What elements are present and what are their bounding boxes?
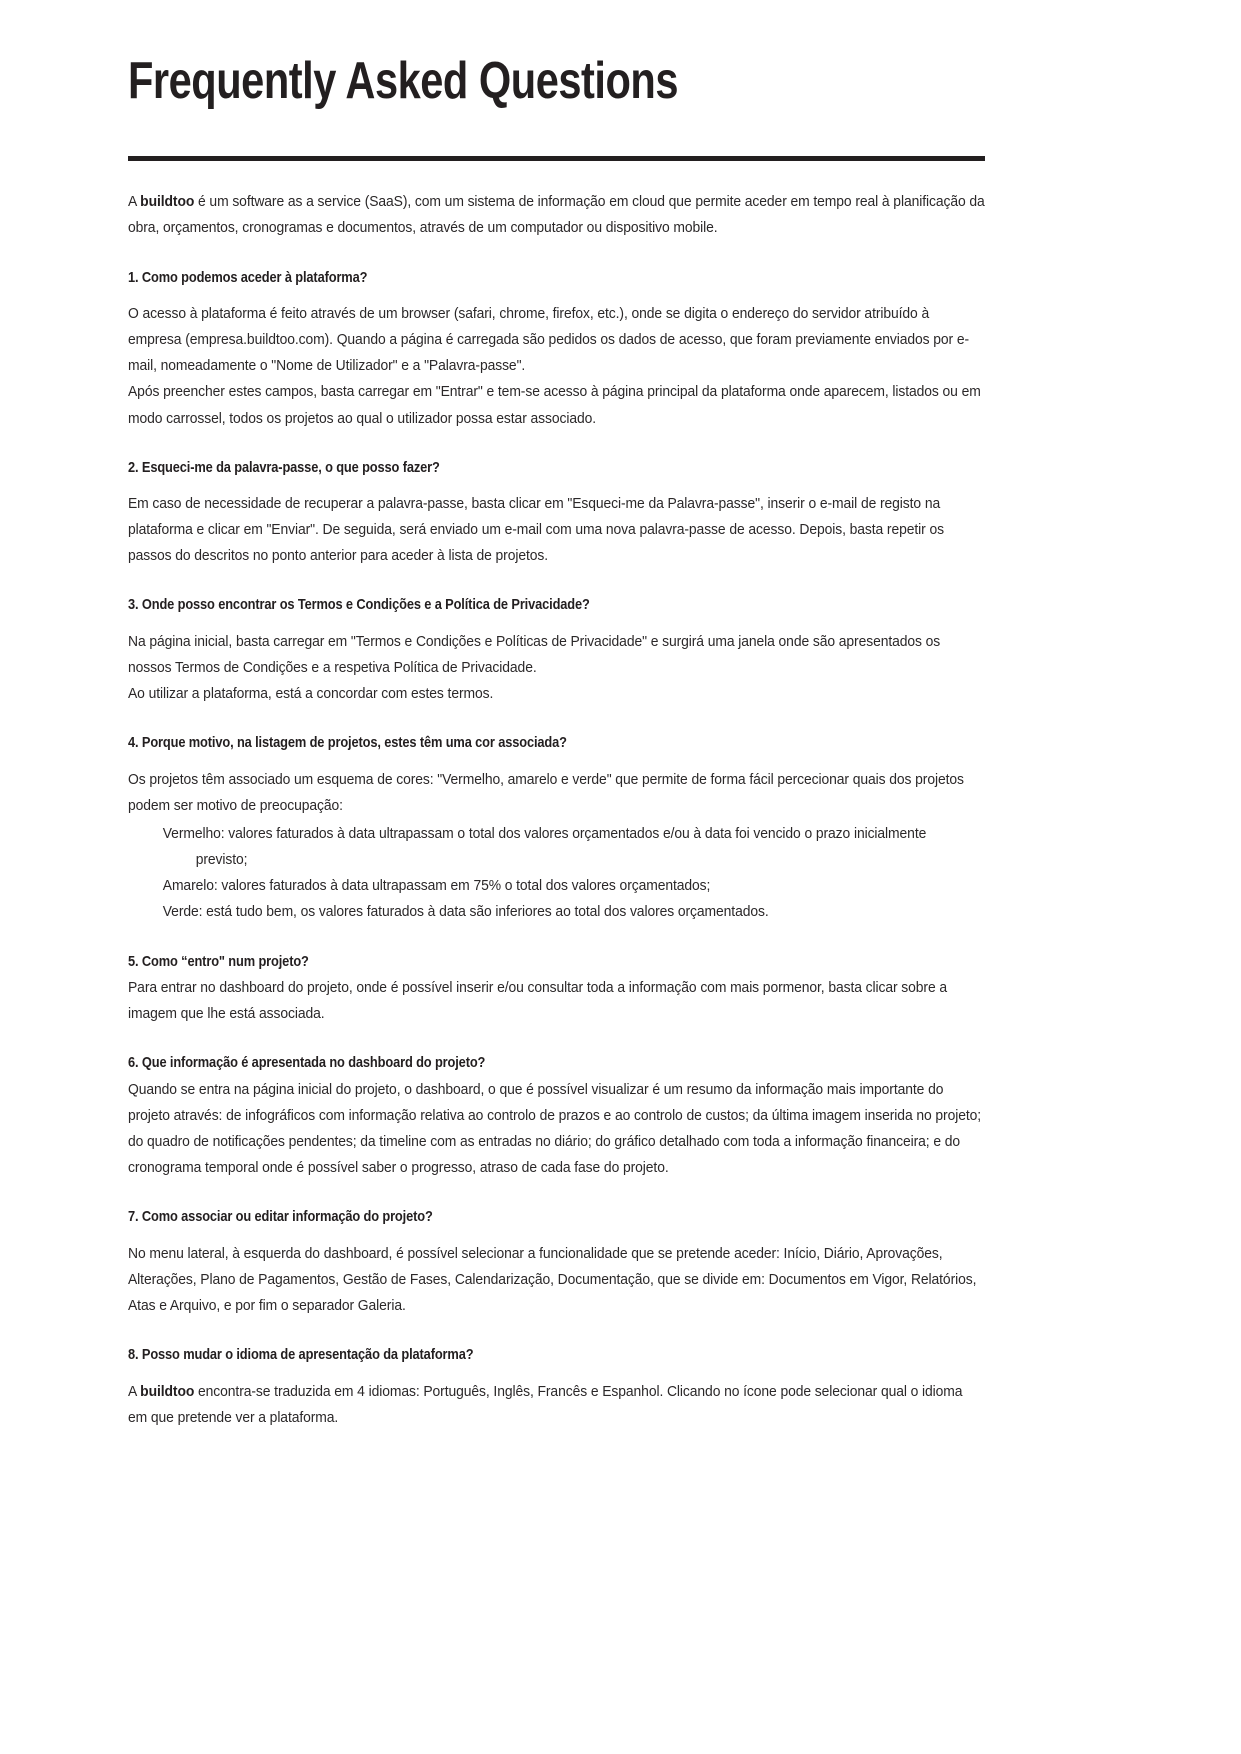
faq-heading-4: 4. Porque motivo, na listagem de projetos, estes têm uma cor associada? (128, 735, 567, 752)
color-desc-vermelho: valores faturados à data ultrapassam o total dos valores orçamentados e/ou à data foi vencido o prazo inicialmente (224, 825, 927, 843)
color-label-verde: Verde: (162, 903, 203, 921)
faq-paragraph-2-1: Em caso de necessidade de recuperar a palavra-passe, basta clicar em "Esqueci-me da Palavra-passe", inserir o e-mail de registo na plataforma e clicar em "Enviar". De seguida, será enviado um e-mail com uma nova palavra-passe de acesso. Depois, basta repetir os passos do descritos no ponto anterior para aceder à lista de projetos. (128, 495, 944, 565)
faq-heading-8: 8. Posso mudar o idioma de apresentação da plataforma? (128, 1347, 474, 1364)
intro-paragraph-block (128, 189, 985, 241)
document-content (128, 0, 985, 1431)
faq-heading-3: 3. Onde posso encontrar os Termos e Condições e a Política de Privacidade? (128, 597, 590, 614)
faq-item-8 (128, 1345, 985, 1431)
faq-item-6 (128, 1053, 985, 1181)
faq-item-1 (128, 268, 985, 432)
faq-heading-7: 7. Como associar ou editar informação do projeto? (128, 1209, 433, 1226)
faq-paragraph-5-1: Para entrar no dashboard do projeto, onde é possível inserir e/ou consultar toda a informação com mais pormenor, basta clicar sobre a imagem que lhe está associada. (128, 979, 947, 1023)
color-desc-verde: está tudo bem, os valores faturados à data são inferiores ao total dos valores orçamentados. (202, 903, 769, 921)
final-prefix: A (128, 1382, 141, 1400)
list-item (128, 899, 985, 925)
title-divider (128, 156, 985, 161)
faq-heading-6: 6. Que informação é apresentada no dashboard do projeto? (128, 1055, 486, 1072)
color-label-vermelho: Vermelho: (162, 825, 225, 843)
final-text: encontra-se traduzida em 4 idiomas: Português, Inglês, Francês e Espanhol. Clicando no ícone pode selecionar qual o idioma em que pretende ver a plataforma. (128, 1382, 963, 1426)
faq-paragraph-1-2: Após preencher estes campos, basta carregar em "Entrar" e tem-se acesso à página principal da plataforma onde aparecem, listados ou em modo carrossel, todos os projetos ao qual o utilizador possa estar associado. (128, 383, 981, 427)
faq-paragraph-7-1: No menu lateral, à esquerda do dashboard, é possível selecionar a funcionalidade que se pretende aceder: Início, Diário, Aprovações, Alterações, Plano de Pagamentos, Gestão de Fases, Calendarização, Documentação, que se divide em: Documentos em Vigor, Relatórios, Atas e Arquivo, e por fim o separador Galeria. (128, 1244, 977, 1314)
faq-heading-1: 1. Como podemos aceder à plataforma? (128, 269, 368, 286)
faq-item-5 (128, 952, 985, 1028)
brand-name: buildtoo (140, 193, 195, 211)
faq-heading-2: 2. Esqueci-me da palavra-passe, o que posso fazer? (128, 459, 440, 476)
faq-paragraph-3-2: Ao utilizar a plataforma, está a concordar com estes termos. (128, 685, 494, 703)
color-desc-vermelho-continuation: previsto; (195, 851, 248, 869)
faq-paragraph-1-1: O acesso à plataforma é feito através de um browser (safari, chrome, firefox, etc.), onde se digita o endereço do servidor atribuído à empresa (empresa.buildtoo.com). Quando a página é carregada são pedidos os dados de acesso, que foram previamente enviados por e-mail, nomeadamente o "Nome de Utilizador" e a "Palavra-passe". (128, 304, 970, 375)
intro-text: é um software as a service (SaaS), com um sistema de informação em cloud que permite aceder em tempo real à planificação da obra, orçamentos, cronogramas e documentos, através de um computador ou dispositivo mobile. (128, 193, 985, 237)
intro-prefix: A (128, 193, 141, 211)
page-title: Frequently Asked Questions (128, 52, 679, 110)
project-color-legend-list (128, 821, 985, 926)
color-label-amarelo: Amarelo: (162, 877, 218, 895)
color-desc-amarelo: valores faturados à data ultrapassam em 75% o total dos valores orçamentados; (217, 877, 711, 895)
faq-item-3 (128, 595, 985, 707)
faq-item-2 (128, 458, 985, 570)
faq-paragraph-6-1: Quando se entra na página inicial do projeto, o dashboard, o que é possível visualizar é um resumo da informação mais importante do projeto através: de infográficos com informação relativa ao controlo de prazos e ao controlo de custos; da última imagem inserida no projeto; do quadro de notificações pendentes; da timeline com as entradas no diário; do gráfico detalhado com toda a informação financeira; e do cronograma temporal onde é possível saber o progresso, atraso de cada fase do projeto. (128, 1080, 982, 1177)
list-item (128, 873, 985, 899)
list-item (128, 821, 985, 873)
intro-paragraph (128, 189, 985, 241)
faq-item-7 (128, 1207, 985, 1319)
faq-paragraph-8-1 (128, 1379, 985, 1431)
faq-paragraph-4-1: Os projetos têm associado um esquema de cores: "Vermelho, amarelo e verde" que permite de forma fácil percecionar quais dos projetos podem ser motivo de preocupação: (128, 770, 964, 814)
brand-name: buildtoo (140, 1382, 195, 1400)
faq-item-4 (128, 733, 985, 925)
faq-heading-5: 5. Como “entro" num projeto? (128, 953, 309, 970)
faq-paragraph-3-1: Na página inicial, basta carregar em "Termos e Condições e Políticas de Privacidade" e surgirá uma janela onde são apresentados os nossos Termos de Condições e a respetiva Política de Privacidade. (128, 632, 941, 677)
